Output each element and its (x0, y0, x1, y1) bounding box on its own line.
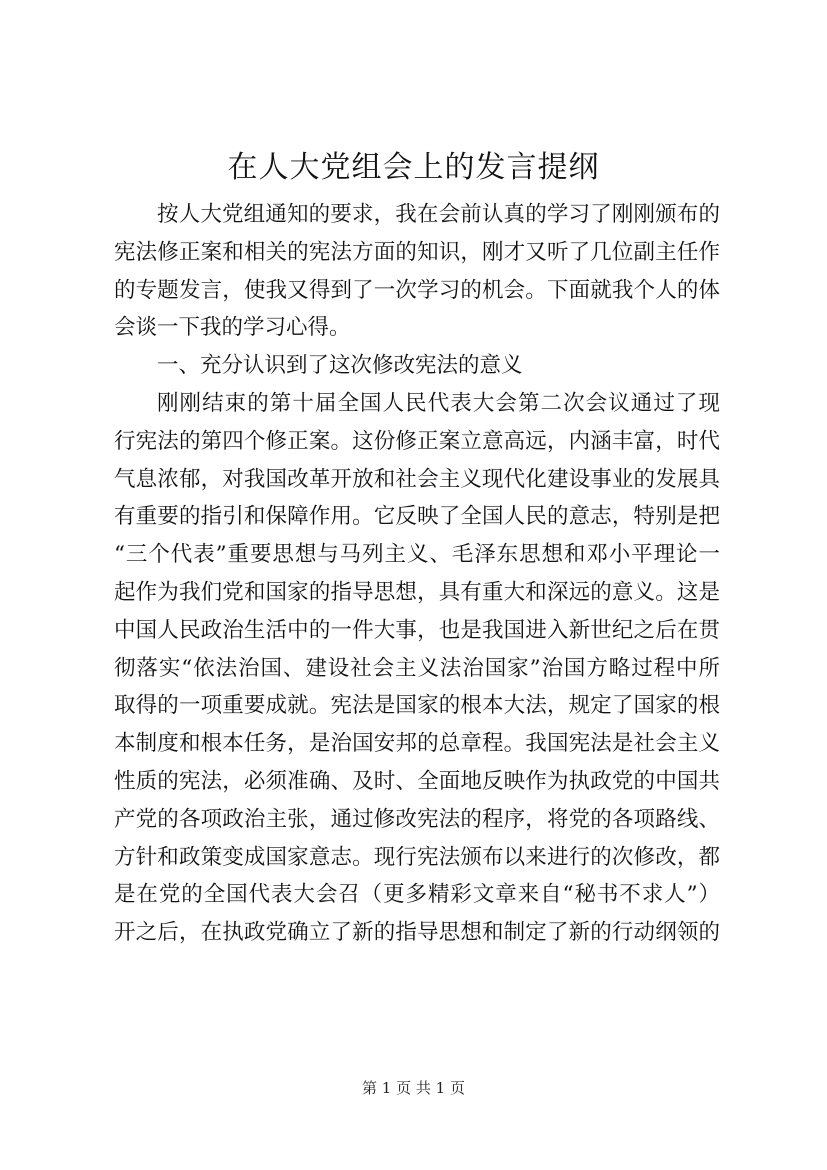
text-line: 刚刚结束的第十届全国人民代表大会第二次会议通过了现 (157, 390, 720, 416)
text-line: 性质的宪法，必须准确、及时、全面地反映作为执政党的中国共 (114, 768, 720, 794)
text-line: 方针和政策变成国家意志。现行宪法颁布以来进行的次修改，都 (114, 844, 720, 870)
text-line: 的专题发言，使我又得到了一次学习的机会。下面就我个人的体 (114, 277, 720, 303)
text-line: 起作为我们党和国家的指导思想，具有重大和深远的意义。这是 (114, 579, 720, 605)
text-line: 气息浓郁，对我国改革开放和社会主义现代化建设事业的发展具 (114, 466, 720, 492)
text-line: 行宪法的第四个修正案。这份修正案立意高远，内涵丰富，时代 (114, 428, 720, 454)
text-line: 中国人民政治生活中的一件大事，也是我国进入新世纪之后在贯 (114, 617, 720, 643)
section-heading: 一、充分认识到了这次修改宪法的意义 (157, 353, 523, 379)
document-body (114, 196, 720, 952)
text-line: 本制度和根本任务，是治国安邦的总章程。我国宪法是社会主义 (114, 731, 720, 757)
document-title: 在人大党组会上的发言提纲 (227, 150, 600, 185)
text-line: 是在党的全国代表大会召（更多精彩文章来自“秘书不求人”） (114, 882, 720, 908)
text-line: 开之后，在执政党确立了新的指导思想和制定了新的行动纲领的 (114, 920, 720, 946)
text-line: 宪法修正案和相关的宪法方面的知识，刚才又听了几位副主任作 (114, 239, 720, 265)
text-line: 取得的一项重要成就。宪法是国家的根本大法，规定了国家的根 (114, 693, 720, 719)
text-line: 会谈一下我的学习心得。 (114, 315, 351, 341)
text-line: 有重要的指引和保障作用。它反映了全国人民的意志，特别是把 (114, 504, 720, 530)
text-line: “三个代表”重要思想与马列主义、毛泽东思想和邓小平理论一 (114, 542, 720, 568)
text-line: 彻落实“依法治国、建设社会主义法治国家”治国方略过程中所 (114, 655, 720, 681)
page-footer: 第 1 页 共 1 页 (362, 1079, 465, 1097)
text-line: 按人大党组通知的要求，我在会前认真的学习了刚刚颁布的 (157, 202, 720, 227)
text-line: 产党的各项政治主张，通过修改宪法的程序，将党的各项路线、 (114, 806, 720, 832)
